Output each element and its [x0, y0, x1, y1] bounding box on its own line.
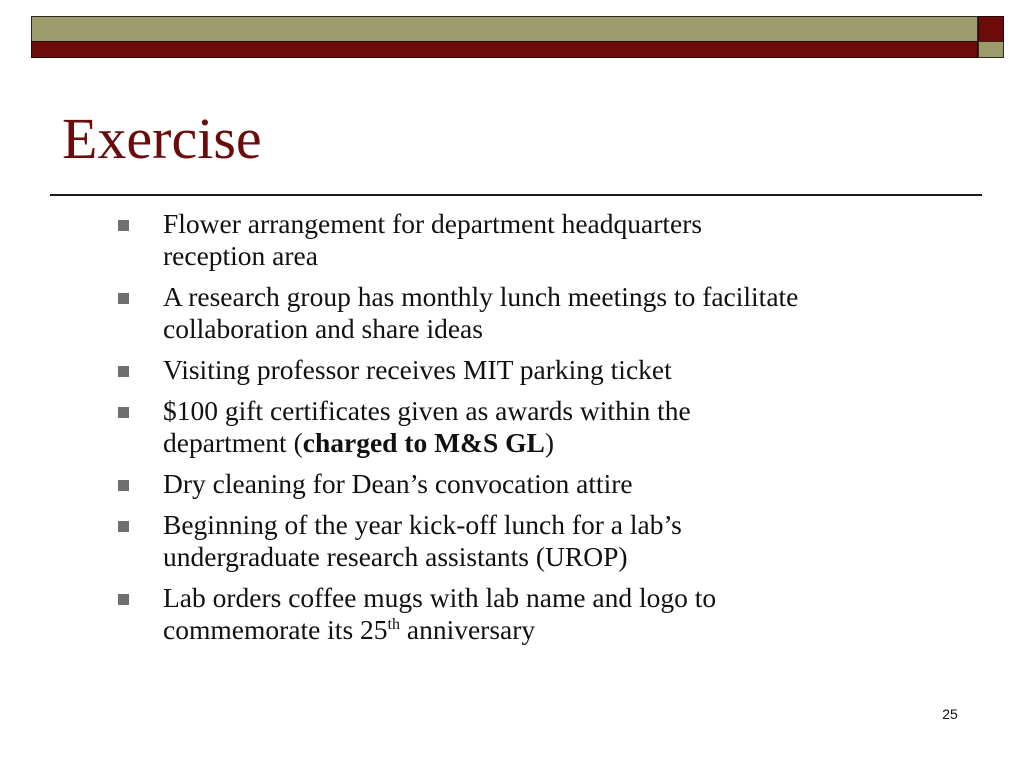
- square-bullet-icon: [118, 407, 129, 418]
- bullet-item: [118, 395, 978, 459]
- bullet-text-bold: charged to M&S GL: [302, 427, 545, 458]
- header-corner-maroon: [978, 16, 1004, 42]
- square-bullet-icon: [118, 521, 129, 532]
- bullet-item: [118, 582, 978, 646]
- bullet-text-line1: Visiting professor receives MIT parking ticket: [163, 354, 672, 385]
- bullet-item: [118, 468, 978, 500]
- header-corner-olive: [978, 41, 1004, 58]
- square-bullet-icon: [118, 366, 129, 377]
- bullet-text-line1: Flower arrangement for department headquarters: [163, 208, 703, 239]
- bullet-text-line1: A research group has monthly lunch meetings to facilitate: [163, 281, 799, 312]
- bullet-text-line2-suffix: ): [544, 427, 555, 458]
- bullet-text-line2: reception area: [163, 240, 318, 271]
- bullet-text-line1: Dry cleaning for Dean’s convocation attire: [163, 468, 633, 499]
- header-band-maroon: [31, 41, 978, 58]
- square-bullet-icon: [118, 594, 129, 605]
- bullet-text-line2-prefix: department (: [163, 427, 303, 458]
- bullet-list: [118, 208, 978, 655]
- bullet-text-line2-suffix: anniversary: [399, 614, 536, 645]
- header-band-olive: [31, 16, 978, 42]
- slide-title: Exercise: [62, 106, 262, 171]
- bullet-text-line2: undergraduate research assistants (UROP): [163, 541, 628, 572]
- title-divider: [50, 194, 982, 196]
- bullet-text-line1: Lab orders coffee mugs with lab name and logo to: [163, 582, 717, 613]
- bullet-text-line1: Beginning of the year kick-off lunch for a lab’s: [163, 509, 682, 540]
- square-bullet-icon: [118, 220, 129, 231]
- bullet-text-line2: collaboration and share ideas: [163, 313, 483, 344]
- bullet-text-line1: $100 gift certificates given as awards within the: [163, 395, 691, 426]
- square-bullet-icon: [118, 293, 129, 304]
- superscript-th: th: [387, 615, 400, 633]
- bullet-item: [118, 509, 978, 573]
- page-number: 25: [942, 706, 958, 722]
- bullet-item: [118, 281, 978, 345]
- bullet-item: [118, 208, 978, 272]
- square-bullet-icon: [118, 480, 129, 491]
- bullet-item: [118, 354, 978, 386]
- bullet-text-line2-prefix: commemorate its 25: [163, 614, 388, 645]
